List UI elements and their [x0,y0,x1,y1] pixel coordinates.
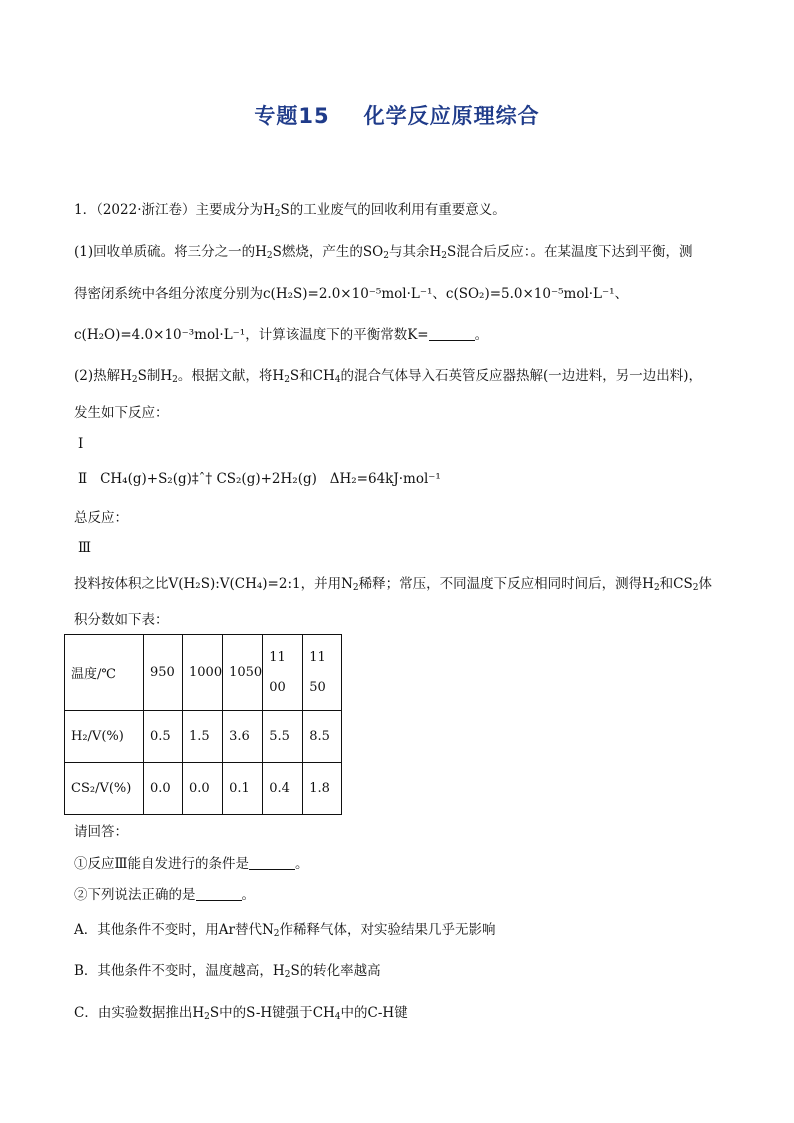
row-label-cs2: CS₂/V(%) [65,763,144,815]
data-table [64,634,342,815]
header-cell: 1150 [303,635,342,711]
title-topic: 专题15 [254,104,330,128]
table-cell: 0.5 [144,711,183,763]
table-cell: 1.5 [183,711,223,763]
table-row [65,763,342,815]
q1-stem: 1．（2022·浙江卷）主要成分为$H_2S$的工业废气的回收利用有重要意义。 [74,202,506,219]
option-c: C．由实验数据推出$H_2S$中的S-H键强于$CH_4$中的C-H键 [74,1005,408,1022]
header-cell: 1050 [223,635,263,711]
ask-label: 请回答： [74,824,128,840]
header-cell: 1000 [183,635,223,711]
table-header-row [65,635,342,711]
table-cell: 1.8 [303,763,342,815]
table-cell: 0.4 [263,763,303,815]
option-a: A．其他条件不变时，用Ar替代$N_2$作稀释气体，对实验结果几乎无影响 [74,922,496,939]
ratio-line2: 积分数如下表： [74,612,169,628]
header-cell: 950 [144,635,183,711]
row-label-h2: H₂/V(%) [65,711,144,763]
answer-blank-k[interactable] [429,328,475,341]
sub-question-2: ②下列说法正确的是 。 [74,887,255,903]
part2-line1: (2)热解$H_2S$制$H_2$。根据文献，将$H_2S$和$CH_4$的混合气体导入石英管反应器热解(一边进料，另一边出料)， [74,368,703,385]
page-title [0,100,794,130]
table-row [65,711,342,763]
part1-line1: (1)回收单质硫。将三分之一的$H_2S$燃烧，产生的$SO_2$与其余$H_2S$混合后反应：。在某温度下达到平衡，测 [74,244,693,261]
title-name: 化学反应原理综合 [363,104,540,128]
ratio-line1: 投料按体积之比V(H₂S):V(CH₄)=2:1，并用$N_2$稀释；常压，不同温度下反应相同时间后，测得$H_2$和$CS_2$体 [74,576,712,593]
table-cell: 5.5 [263,711,303,763]
reaction-2: Ⅱ CH₄(g)+S₂(g)‡ˆ† CS₂(g)+2H₂(g) ΔH₂=64kJ·mol⁻¹ [78,471,441,487]
part2-line2: 发生如下反应： [74,405,169,421]
table-cell: 0.1 [223,763,263,815]
table-cell: 8.5 [303,711,342,763]
table-cell: 0.0 [144,763,183,815]
header-cell: 1100 [263,635,303,711]
reaction-3: Ⅲ [78,540,92,556]
part1-line2: 得密闭系统中各组分浓度分别为c(H₂S)=2.0×10⁻⁵mol·L⁻¹、c(SO₂)=5.0×10⁻⁵mol·L⁻¹、 [74,286,629,302]
answer-blank-1[interactable] [249,857,295,870]
table-cell: 0.0 [183,763,223,815]
header-temp: 温度/℃ [65,635,144,711]
reaction-1: Ⅰ [78,436,84,452]
table-cell: 3.6 [223,711,263,763]
part1-line3: c(H₂O)=4.0×10⁻³mol·L⁻¹，计算该温度下的平衡常数K= 。 [74,327,489,343]
sub-question-1: ①反应Ⅲ能自发进行的条件是 。 [74,856,309,872]
answer-blank-2[interactable] [196,888,242,901]
option-b: B．其他条件不变时，温度越高，$H_2S$的转化率越高 [74,963,381,980]
total-reaction: 总反应： [74,510,128,526]
